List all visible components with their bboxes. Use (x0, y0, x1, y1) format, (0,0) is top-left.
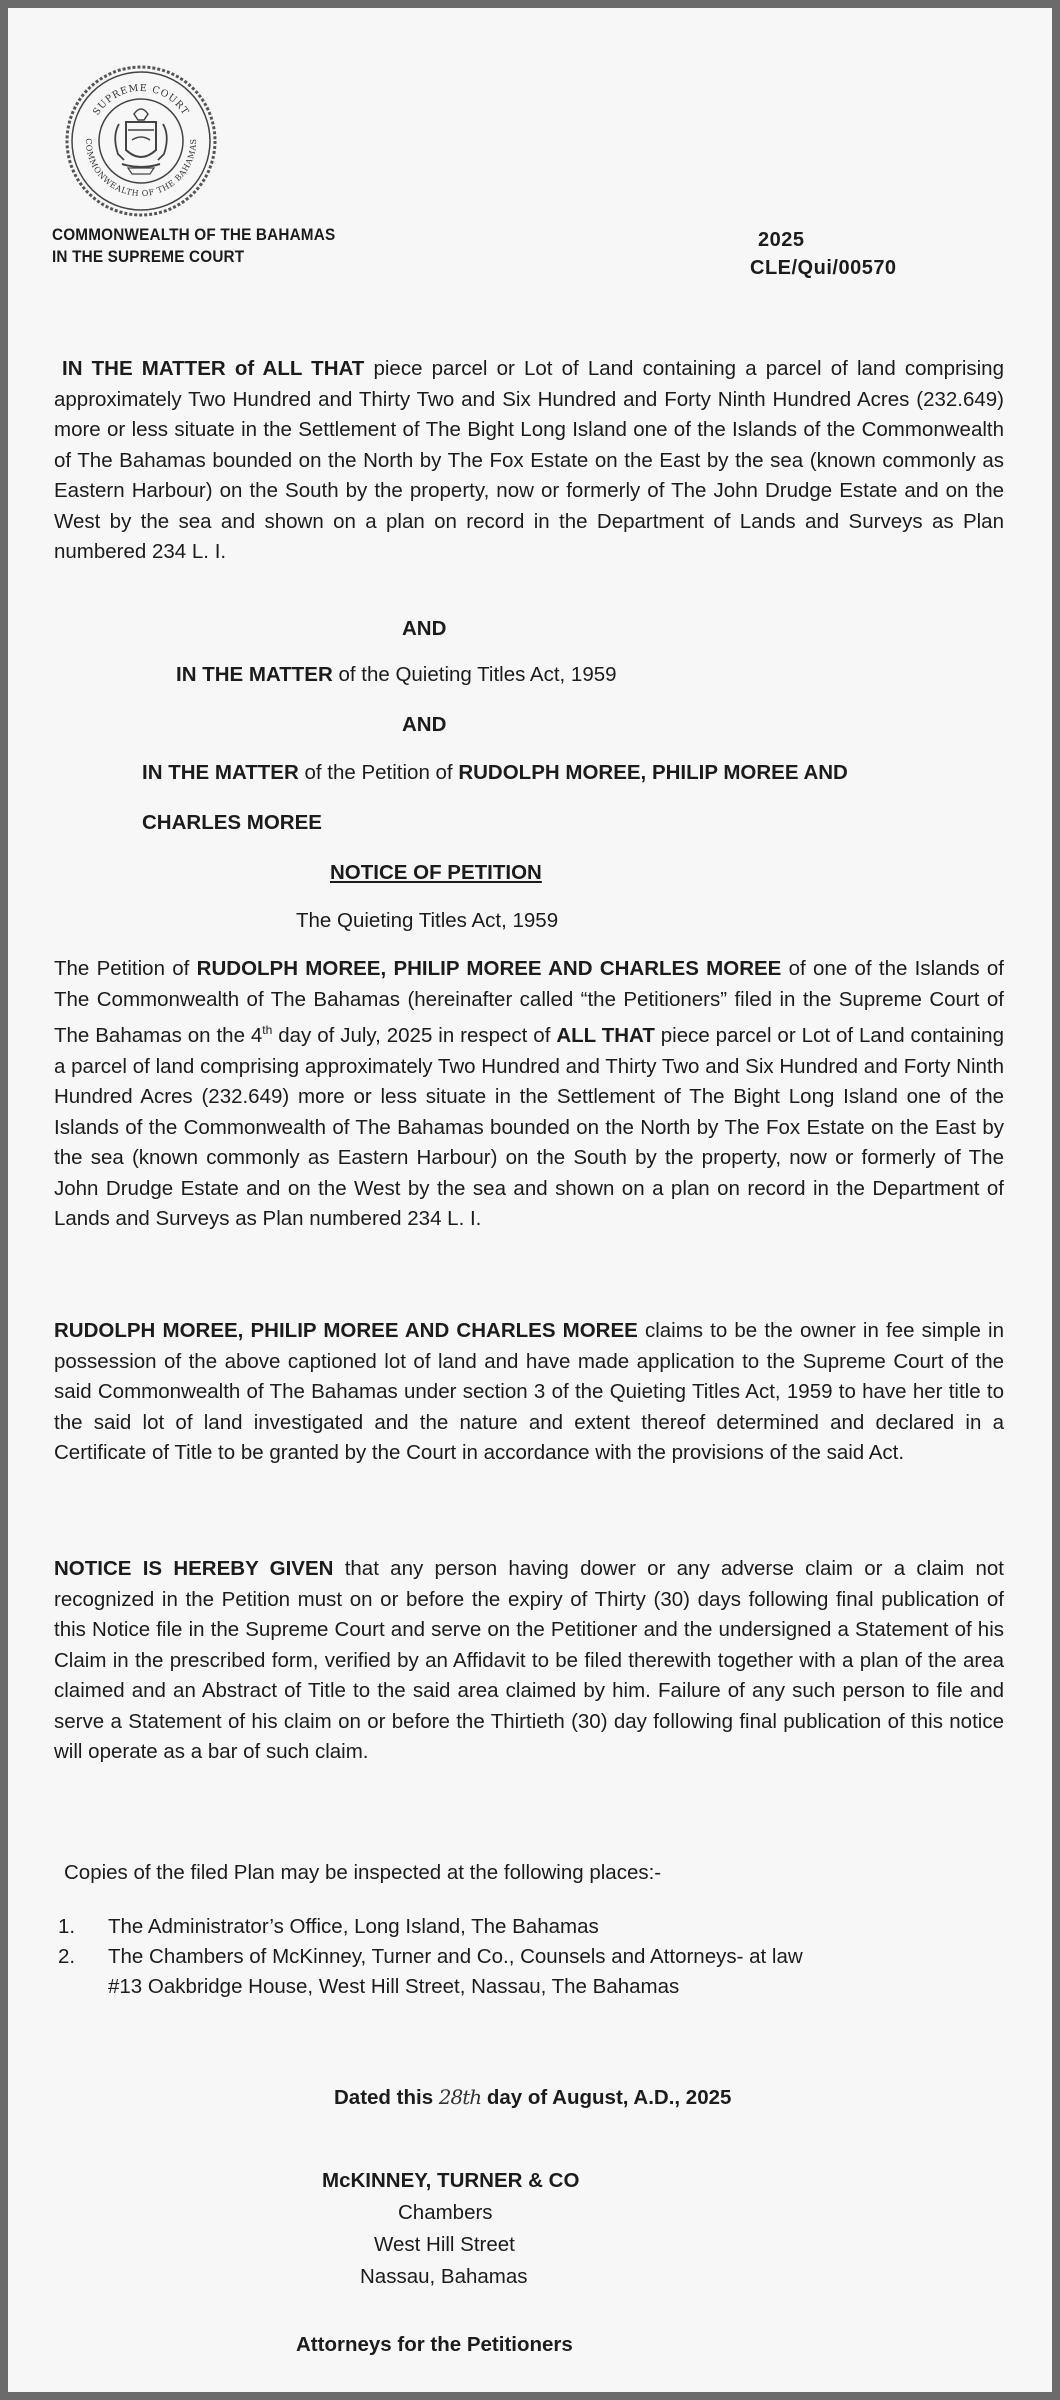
attorneys-line: Attorneys for the Petitioners (296, 2333, 573, 2356)
all-that: ALL THAT (556, 1024, 655, 1047)
court-header (52, 224, 335, 268)
list-number: 1. (58, 1915, 76, 1938)
list-item (58, 1942, 998, 2002)
notice-title: NOTICE OF PETITION (330, 861, 542, 884)
handwritten-day: 28th (438, 2085, 482, 2109)
supreme-court-seal (64, 64, 218, 218)
petition-intro: The Petition of (54, 957, 197, 980)
petitioner-names-cont: CHARLES MOREE (142, 811, 322, 834)
svg-text:SUPREME COURT (91, 83, 191, 118)
matter-petition-text: of the Petition of (298, 761, 459, 784)
claim-names: RUDOLPH MOREE, PHILIP MOREE AND CHARLES MOREE (54, 1319, 638, 1342)
matter-lead: IN THE MATTER of ALL THAT (62, 357, 365, 380)
place-line: The Chambers of McKinney, Turner and Co., Counsels and Attorneys- at law (108, 1945, 803, 1968)
firm-line-chambers: Chambers (398, 2201, 493, 2224)
matter-paragraph-land (54, 354, 1004, 568)
dated-pre: Dated this (334, 2086, 439, 2109)
notice-paragraph (54, 1554, 1004, 1768)
matter-petition-lead: IN THE MATTER (142, 761, 299, 784)
petition-text-1: of one of the Islands of The Commonwealth of The Bahamas (hereinafter called “the Petitioners” filed in the Supreme Court of The Bahamas on the 4 (54, 957, 1004, 1047)
claim-paragraph (54, 1316, 1004, 1469)
case-year: 2025 (758, 229, 805, 251)
matter-paragraph-act (176, 660, 617, 690)
dated-post: day of August, A.D., 2025 (481, 2086, 732, 2109)
firm-line-city: Nassau, Bahamas (360, 2265, 528, 2288)
petition-names: RUDOLPH MOREE, PHILIP MOREE AND CHARLES MOREE (196, 957, 782, 980)
seal-top-text: SUPREME COURT (91, 82, 191, 118)
places-list (58, 1912, 998, 2002)
matter-paragraph-petition (142, 758, 848, 788)
place-line: The Administrator’s Office, Long Island, The Bahamas (108, 1915, 599, 1938)
list-item (58, 1912, 998, 1942)
matter-text: piece parcel or Lot of Land containing a parcel of land comprising approximately Two Hundred and Thirty Two and Six Hundred and Forty Ninth Hundred Acres (232.649) more or less situate in the Settlement of The Bight Long Island one of the Islands of the Commonwealth of The Bahamas bounded on the North by The Fox Estate on the East by the sea (known commonly as Eastern Harbour) on the South by the property, now or formerly of The John Drudge Estate and on the West by the sea and shown on a plan on record in the Department of Lands and Surveys as Plan numbered 234 L. I. (54, 357, 1004, 563)
and-separator-1: AND (402, 617, 447, 640)
petition-paragraph (54, 954, 1004, 1235)
date-suffix: th (262, 1023, 273, 1037)
notice-text: that any person having dower or any adverse claim or a claim not recognized in the Petition must on or before the expiry of Thirty (30) days following final publication of this Notice file in the Supreme Court and serve on the Petitioner and the undersigned a Statement of his Claim in the prescribed form, verified by an Affidavit to be filed therewith together with a plan of the area claimed and an Abstract of Title to the said area claimed by him. Failure of any such person to file and serve a Statement of his claim on or before the Thirtieth (30) day following final publication of this notice will operate as a bar of such claim. (54, 1557, 1004, 1763)
firm-name: McKINNEY, TURNER & CO (322, 2169, 580, 2192)
court-name: IN THE SUPREME COURT (52, 247, 245, 266)
seal-bottom-text: COMMONWEALTH OF THE BAHAMAS (83, 138, 199, 199)
petition-text-2: day of July, 2025 in respect of (272, 1024, 557, 1047)
claim-text: claims to be the owner in fee simple in possession of the above captioned lot of land and have made application to the Supreme Court of the said Commonwealth of The Bahamas under section 3 of the Quieting Titles Act, 1959 to have her title to the said lot of land investigated and the nature and extent thereof determined and declared in a Certificate of Title to be granted by the Court in accordance with the provisions of the said Act. (54, 1319, 1004, 1464)
dated-line (334, 2082, 731, 2113)
case-number: CLE/Qui/00570 (750, 257, 897, 279)
firm-line-street: West Hill Street (374, 2233, 515, 2256)
jurisdiction: COMMONWEALTH OF THE BAHAMAS (52, 225, 336, 244)
copies-intro: Copies of the filed Plan may be inspected at the following places:- (64, 1861, 662, 1884)
and-separator-2: AND (402, 713, 447, 736)
petitioner-names: RUDOLPH MOREE, PHILIP MOREE AND (458, 761, 848, 784)
act-subtitle: The Quieting Titles Act, 1959 (296, 909, 559, 932)
matter-act-text: of the Quieting Titles Act, 1959 (332, 663, 617, 686)
document-page (8, 8, 1052, 2392)
case-reference (750, 226, 897, 282)
matter-act-lead: IN THE MATTER (176, 663, 333, 686)
list-number: 2. (58, 1945, 76, 1968)
notice-lead: NOTICE IS HEREBY GIVEN (54, 1557, 334, 1580)
place-address: #13 Oakbridge House, West Hill Street, Nassau, The Bahamas (108, 1975, 680, 1998)
petition-text-3: piece parcel or Lot of Land containing a parcel of land comprising approximately Two Hundred and Thirty Two and Six Hundred and Forty Ninth Hundred Acres (232.649) more or less situate in the Settlement of The Bight Long Island one of the Islands of the Commonwealth of The Bahamas bounded on the North by The Fox Estate on the East by the sea (known commonly as Eastern Harbour) on the South by the property, now or formerly of The John Drudge Estate and on the West by the sea and shown on a plan on record in the Department of Lands and Surveys as Plan numbered 234 L. I. (54, 1024, 1004, 1230)
